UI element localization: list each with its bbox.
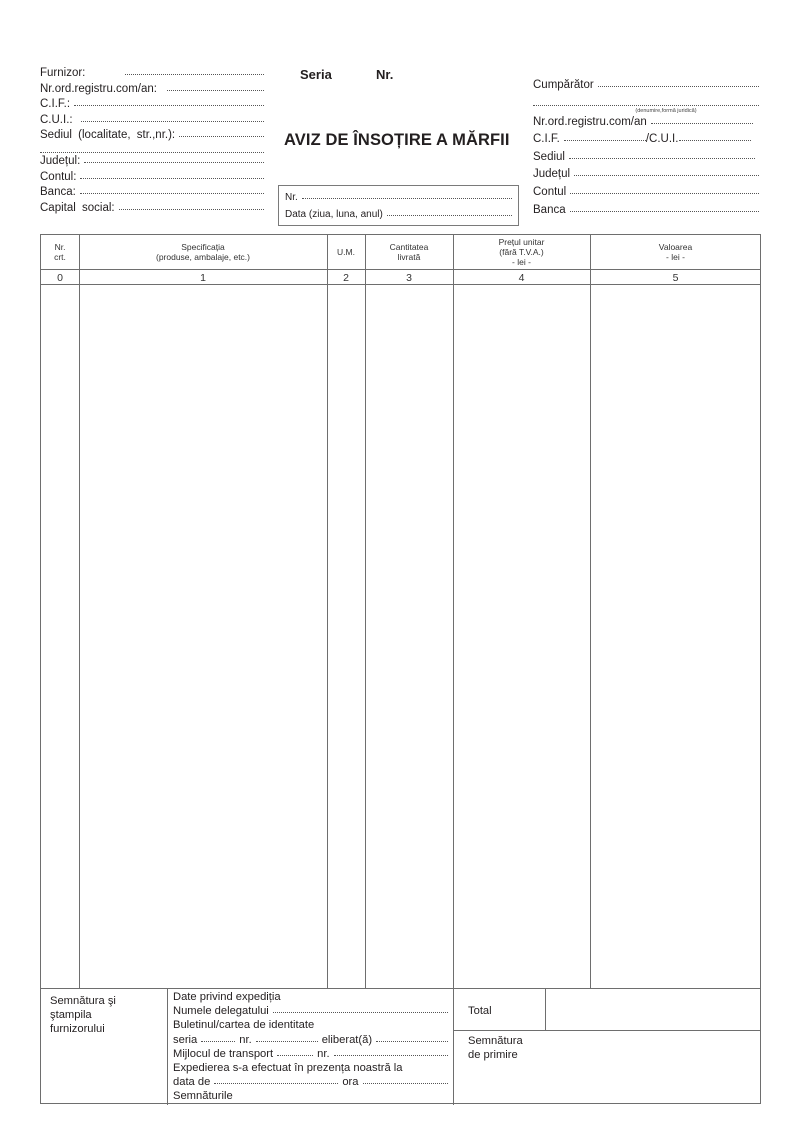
field-input[interactable]: [74, 96, 264, 106]
seria-label: Seria: [300, 67, 332, 82]
header-text: Nr.: [54, 242, 66, 252]
column-number: 0: [57, 272, 63, 284]
field-input[interactable]: [570, 184, 759, 194]
column-number: 3: [406, 272, 412, 284]
field-input[interactable]: [179, 127, 264, 137]
signature-label: ştampila: [50, 1009, 92, 1022]
supplier-name-field[interactable]: [40, 66, 264, 82]
field-input[interactable]: [570, 202, 759, 212]
field-label: eliberat(ă): [321, 1033, 373, 1046]
field-label: C.I.F.:: [40, 98, 71, 111]
field-label: nr.: [239, 1033, 252, 1046]
supplier-cif-field[interactable]: [40, 97, 264, 113]
document-number-field[interactable]: [285, 189, 512, 206]
id-issued-input[interactable]: [376, 1033, 448, 1042]
header-text: crt.: [54, 252, 66, 262]
field-input[interactable]: [84, 153, 264, 163]
field-input[interactable]: [80, 184, 264, 194]
shipping-date-input[interactable]: [214, 1075, 338, 1084]
field-input[interactable]: [651, 114, 753, 124]
supplier-cui-field[interactable]: [40, 113, 264, 129]
buyer-name-field[interactable]: [533, 78, 759, 94]
field-input[interactable]: [80, 169, 264, 179]
field-label: data de: [173, 1076, 211, 1089]
value-entry-area[interactable]: [591, 285, 761, 988]
field-label: seria: [173, 1033, 198, 1046]
shipping-title: Date privind expediția: [173, 991, 281, 1003]
id-card-label: Buletinul/cartea de identitate: [173, 1019, 315, 1032]
number-label: Nr.: [376, 67, 394, 82]
field-input[interactable]: [273, 1004, 448, 1013]
shipping-details-cell: [173, 990, 448, 1104]
column-number: 5: [672, 272, 679, 284]
field-label: Capital social:: [40, 201, 115, 214]
field-input[interactable]: [598, 77, 759, 87]
transport-field[interactable]: [173, 1047, 448, 1061]
field-label: Numele delegatului: [173, 1005, 269, 1018]
footer-divider-vertical: [167, 988, 168, 1105]
supplier-bank-field[interactable]: [40, 185, 264, 201]
field-input[interactable]: [125, 65, 264, 75]
field-input[interactable]: [533, 96, 759, 106]
document-number-date-box: [278, 185, 519, 226]
buyer-cif-cui-field[interactable]: [533, 132, 759, 148]
shipping-date-time-field[interactable]: [173, 1075, 448, 1089]
supplier-account-field[interactable]: [40, 170, 264, 186]
header-text: (produse, ambalaje, etc.): [155, 252, 251, 262]
field-label: Banca: [533, 203, 566, 216]
field-label: Data (ziua, luna, anul): [285, 209, 383, 220]
field-label: Cumpărător: [533, 79, 594, 91]
field-input[interactable]: [564, 131, 646, 141]
field-label: Contul:: [40, 170, 77, 183]
delegate-name-field[interactable]: [173, 1004, 448, 1018]
header-text: livrată: [397, 252, 421, 262]
column-header-value: [590, 235, 761, 269]
field-label: Banca:: [40, 186, 76, 199]
header-text: Cantitatea: [389, 242, 429, 252]
signature-label: Semnătura: [468, 1035, 523, 1047]
total-divider: [453, 1030, 761, 1031]
column-header-unit-price: [453, 235, 590, 269]
id-seria-input[interactable]: [201, 1033, 235, 1042]
field-input[interactable]: [679, 131, 751, 141]
buyer-registry-field[interactable]: [533, 115, 759, 131]
field-label: Furnizor:: [40, 67, 86, 79]
field-label: Nr.ord.registru.com/an: [533, 115, 647, 128]
field-label: Mijlocul de transport: [173, 1047, 274, 1060]
supplier-county-field[interactable]: [40, 154, 264, 170]
buyer-name-line2-field[interactable]: [533, 97, 759, 107]
field-input[interactable]: [569, 149, 755, 159]
specification-entry-area[interactable]: [80, 285, 327, 988]
header-text: - lei -: [512, 257, 531, 267]
field-input[interactable]: [302, 191, 512, 199]
column-number: 1: [200, 272, 206, 284]
field-label: Nr.ord.registru.com/an:: [40, 82, 157, 95]
supplier-capital-field[interactable]: [40, 201, 264, 217]
buyer-bank-field[interactable]: [533, 203, 759, 219]
total-value-cell[interactable]: [546, 989, 761, 1030]
field-input[interactable]: [81, 112, 264, 122]
header-text: (fără T.V.A.): [499, 247, 544, 257]
field-label: Sediul: [533, 150, 565, 163]
column-header-specification: [79, 235, 327, 269]
signatures-label: Semnăturile: [173, 1090, 233, 1103]
quantity-entry-area[interactable]: [366, 285, 453, 988]
supplier-signature-cell[interactable]: [50, 994, 116, 1037]
field-input[interactable]: [387, 208, 512, 216]
field-label: C.I.F.: [533, 133, 560, 146]
header-text: - lei -: [666, 252, 685, 262]
um-entry-area[interactable]: [328, 285, 365, 988]
unit-price-entry-area[interactable]: [454, 285, 590, 988]
signature-label: furnizorului: [50, 1023, 105, 1036]
buyer-county-field[interactable]: [533, 167, 759, 183]
goods-table: [40, 234, 761, 1104]
supplier-registry-field[interactable]: [40, 82, 264, 98]
presence-text: Expedierea s-a efectuat în prezența noastră la: [173, 1062, 403, 1075]
field-input[interactable]: [119, 200, 264, 210]
field-label: Sediul (localitate, str.,nr.):: [40, 129, 176, 142]
header-text: Prețul unitar: [498, 237, 545, 247]
buyer-address-field[interactable]: [533, 150, 759, 166]
document-title: AVIZ DE ÎNSOȚIRE A MĂRFII: [284, 131, 510, 149]
document-date-field[interactable]: [285, 206, 512, 223]
field-label: Județul: [533, 168, 571, 181]
nr-crt-entry-area[interactable]: [41, 285, 79, 988]
header-divider: [41, 269, 761, 270]
field-label: ora: [342, 1076, 359, 1089]
column-header-nr-crt: [41, 235, 79, 269]
field-label: Contul: [533, 185, 567, 198]
field-label: C.U.I.:: [40, 113, 73, 126]
header-text: U.M.: [337, 247, 355, 257]
field-label: /C.U.I.: [645, 133, 679, 146]
supplier-address-field[interactable]: [40, 128, 264, 144]
field-label: Județul:: [40, 154, 81, 167]
header-text: Valoarea: [658, 242, 693, 252]
id-nr-input[interactable]: [256, 1033, 318, 1042]
supplier-block: [40, 66, 264, 216]
column-number: 2: [343, 272, 349, 284]
field-input[interactable]: [40, 143, 264, 153]
header-text: Specificația: [181, 242, 225, 252]
shipping-hour-input[interactable]: [363, 1075, 449, 1084]
field-label: Nr.: [285, 192, 298, 203]
receipt-signature-cell[interactable]: [468, 1034, 523, 1062]
field-input[interactable]: [574, 166, 759, 176]
buyer-account-field[interactable]: [533, 185, 759, 201]
transport-input[interactable]: [277, 1047, 313, 1056]
signature-label: Semnătura şi: [50, 995, 116, 1007]
transport-nr-input[interactable]: [334, 1047, 448, 1056]
id-card-details-field[interactable]: [173, 1033, 448, 1047]
column-header-quantity: [365, 235, 453, 269]
field-label: nr.: [317, 1047, 330, 1060]
buyer-block: [533, 78, 759, 218]
field-input[interactable]: [167, 81, 264, 91]
buyer-name-note: (denumire,formă juridică): [635, 107, 697, 114]
total-label: Total: [468, 1005, 492, 1017]
column-header-um: [327, 235, 365, 269]
column-number: 4: [518, 272, 525, 284]
signature-label: de primire: [468, 1049, 518, 1062]
